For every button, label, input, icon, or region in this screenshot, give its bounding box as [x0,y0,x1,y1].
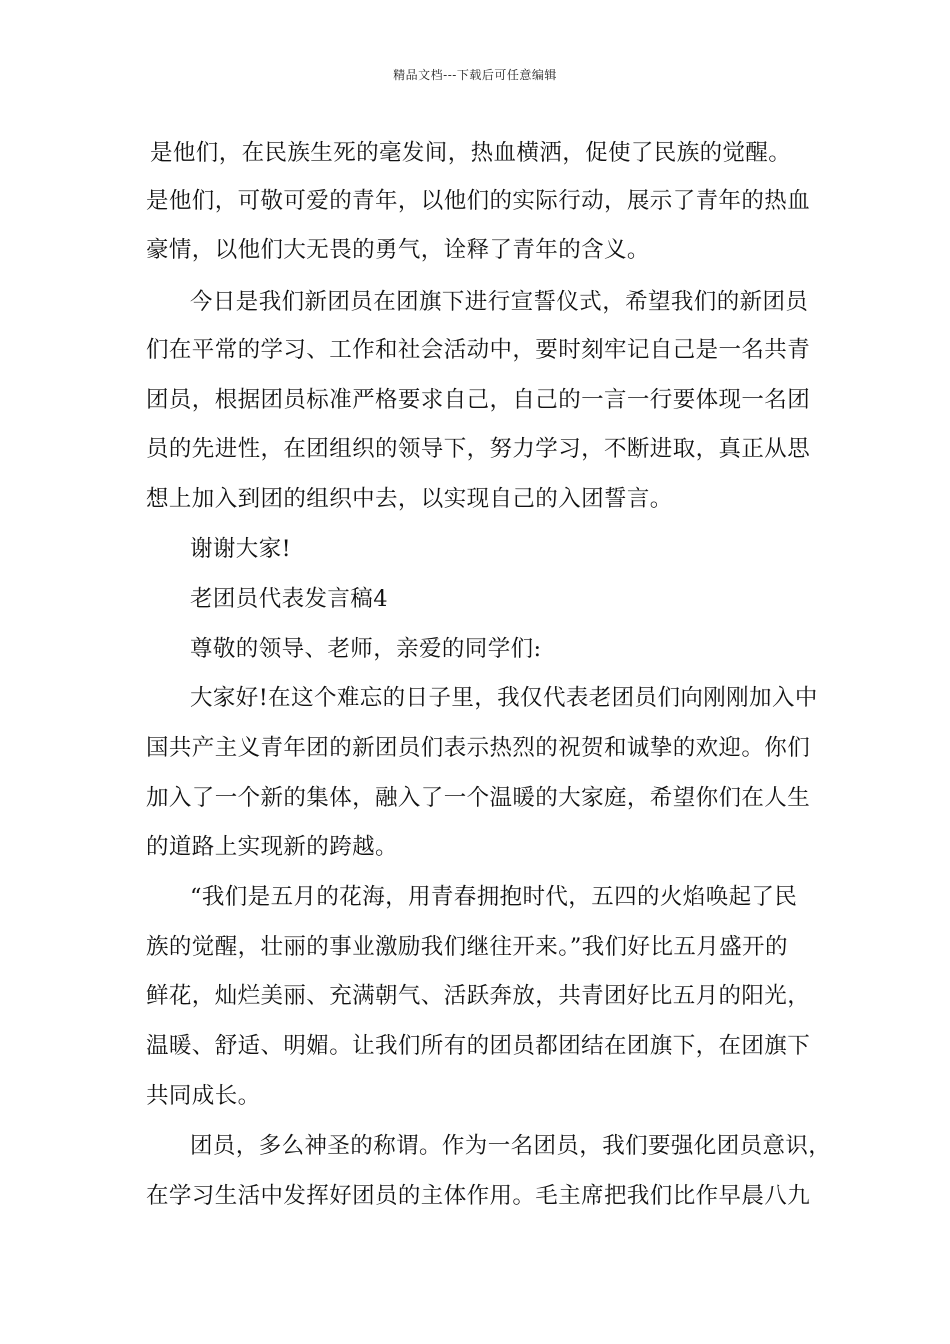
paragraph-line-9: 谢谢大家! [190,536,292,562]
paragraph-line-8: 想上加入到团的组织中去，以实现自己的入团誓言。 [146,486,673,512]
paragraph-line-19: 温暖、舒适、明媚。让我们所有的团员都团结在团旗下，在团旗下 [146,1033,811,1059]
paragraph-line-15: 的道路上实现新的跨越。 [146,834,398,860]
paragraph-line-20: 共同成长。 [146,1083,261,1109]
page-header: 精品文档---下载后可任意编辑 [393,68,557,82]
paragraph-line-4: 今日是我们新团员在团旗下进行宣誓仪式，希望我们的新团员 [190,289,809,315]
paragraph-line-14: 加入了一个新的集体，融入了一个温暖的大家庭，希望你们在人生 [146,785,811,811]
section-title: 老团员代表发言稿4 [190,586,388,612]
paragraph-line-22: 在学习生活中发挥好团员的主体作用。毛主席把我们比作早晨八九 [146,1183,811,1209]
paragraph-line-21: 团员，多么神圣的称谓。作为一名团员，我们要强化团员意识， [190,1133,832,1159]
paragraph-line-16: “我们是五月的花海，用青春拥抱时代，五四的火焰唤起了民 [190,884,798,910]
paragraph-line-13: 国共产主义青年团的新团员们表示热烈的祝贺和诚挚的欢迎。你们 [146,735,811,761]
paragraph-line-3: 豪情，以他们大无畏的勇气，诠释了青年的含义。 [146,237,650,263]
paragraph-line-2: 是他们，可敬可爱的青年，以他们的实际行动，展示了青年的热血 [146,188,811,214]
paragraph-line-1: 是他们，在民族生死的毫发间，热血横洒，促使了民族的觉醒。 [150,140,792,166]
paragraph-line-17: 族的觉醒，壮丽的事业激励我们继往开来。”我们好比五月盛开的 [146,934,788,960]
paragraph-line-5: 们在平常的学习、工作和社会活动中，要时刻牢记自己是一名共青 [146,337,811,363]
paragraph-line-6: 团员，根据团员标准严格要求自己，自己的一言一行要体现一名团 [146,387,811,413]
paragraph-line-18: 鲜花，灿烂美丽、充满朝气、活跃奔放，共青团好比五月的阳光， [146,983,811,1009]
salutation: 尊敬的领导、老师，亲爱的同学们: [190,636,542,662]
paragraph-line-12: 大家好!在这个难忘的日子里，我仅代表老团员们向刚刚加入中 [190,685,818,711]
paragraph-line-7: 员的先进性，在团组织的领导下，努力学习，不断进取，真正从思 [146,436,811,462]
